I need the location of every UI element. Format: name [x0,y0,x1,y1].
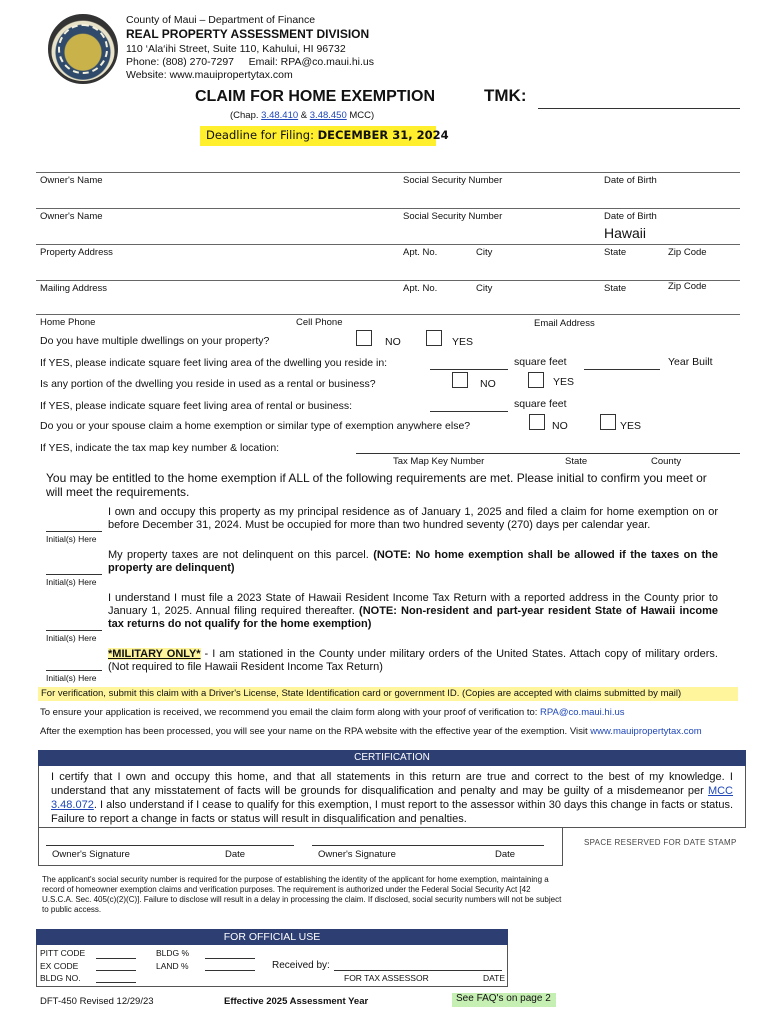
ex-code-field[interactable] [96,970,136,971]
tmk-county-label: County [651,456,682,467]
email-note [40,707,625,718]
deadline-label: Deadline for Filing: [206,128,318,142]
rental-yes-checkbox[interactable] [528,372,544,388]
website-link[interactable]: www.mauipropertytax.com [590,726,702,737]
header-dept: County of Maui – Department of Finance [126,14,316,26]
initials-field-4[interactable]: Initial(s) Here [46,670,102,683]
rental-no-checkbox[interactable] [452,372,468,388]
effective-year: Effective 2025 Assessment Year [224,996,369,1007]
form-number: DFT-450 Revised 12/29/23 [40,996,154,1007]
pitt-code-label: PITT CODE [40,948,86,958]
year-built-field[interactable] [584,369,660,370]
owner1-signature-field[interactable] [46,845,294,846]
ex-code-label: EX CODE [40,961,79,971]
property-address-label: Property Address [40,247,113,258]
requirement-2 [108,549,718,575]
certification-heading: CERTIFICATION [38,750,746,766]
zip2-label: Zip Code [668,281,707,292]
requirement-2-text: My property taxes are not delinquent on this parcel. [108,549,374,561]
email-label: Email Address [534,318,595,329]
chap-amp: & [298,110,310,121]
sig2-label: Owner's Signature [318,849,396,860]
chap-link-3-48-450[interactable]: 3.48.450 [309,110,347,121]
sqft-label: square feet [514,398,567,410]
date1-label: Date [225,849,246,860]
bldg-pct-field[interactable] [205,958,255,959]
certification-text [38,766,746,828]
requirement-4 [108,648,718,674]
header-website: Website: www.mauipropertytax.com [126,69,293,81]
military-only-label: *MILITARY ONLY* [108,648,201,660]
chapter-reference [230,110,374,121]
owner1-label: Owner's Name [40,175,103,186]
chap-suffix: MCC) [346,110,375,121]
mcc-3-48-072-link[interactable]: MCC 3.48.072 [51,785,733,811]
city1-label: City [476,247,493,258]
question-rental-sqft: If YES, please indicate square feet living area of rental or business: [40,400,353,412]
dwelling-sqft-field[interactable] [430,369,508,370]
land-pct-label: LAND % [156,961,189,971]
home-phone-label: Home Phone [40,317,96,328]
requirement-3 [108,592,718,631]
state2-label: State [604,283,627,294]
year-built-label: Year Built [668,356,713,368]
email-note-text: To ensure your application is received, we recommend you email the claim form along with your proof of verification to: [40,707,541,718]
zip1-label: Zip Code [668,247,707,258]
tmk-location-field[interactable] [356,453,740,454]
requirement-1: I own and occupy this property as my principal residence as of January 1, 2025 and filed a claim for home exemption on or before December 31, 2024. Must be occupied for more than two hundred seventy (270) days per calendar year. [108,506,718,531]
header-contact: Phone: (808) 270-7297 Email: RPA@co.maui.hi.us [126,56,375,68]
question-rental-business: Is any portion of the dwelling you reside in used as a rental or business? [40,378,376,390]
processed-note [40,726,702,737]
ssn2-label: Social Security Number [403,211,503,222]
other-exemption-no-checkbox[interactable] [529,414,545,430]
initials-field-1[interactable]: Initial(s) Here [46,531,102,544]
divider [36,244,740,245]
divider [36,314,740,315]
processed-note-text: After the exemption has been processed, you will see your name on the RPA website with the effective year of the exemption. Visit [40,726,591,737]
requirement-2-note: (NOTE: No home exemption shall be allowed if the taxes on the property are delinquent) [108,549,718,574]
question-dwelling-sqft: If YES, please indicate square feet living area of the dwelling you reside in: [40,357,388,369]
county-seal-ring [58,24,108,74]
requirements-intro: You may be entitled to the home exemption if ALL of the following requirements are met. Please initial to confirm you meet or will meet the requirements. [46,471,707,499]
initials-field-3[interactable]: Initial(s) Here [46,630,102,643]
dwellings-yes-checkbox[interactable] [426,330,442,346]
pitt-code-field[interactable] [96,958,136,959]
faq-note: See FAQ's on page 2 [452,993,556,1007]
tmk-state-label: State [565,456,588,467]
ssn1-label: Social Security Number [403,175,503,186]
question-tmk-location: If YES, indicate the tax map key number & location: [40,442,280,454]
form-title: CLAIM FOR HOME EXEMPTION [195,88,435,105]
yes-label: YES [452,336,474,348]
owner2-signature-field[interactable] [312,845,544,846]
land-pct-field[interactable] [205,970,255,971]
deadline-banner [200,126,449,146]
header-address: 110 ‘Ala‘ihi Street, Suite 110, Kahului, HI 96732 [126,43,346,55]
certification-text-2: . I also understand if I cease to qualify for this exemption, I must report to the assessor within 30 days this change in facts or status. Failure to report a change in facts or status will result in disqualification and penalties. [51,799,733,825]
date-stamp-area: SPACE RESERVED FOR DATE STAMP [584,838,737,847]
received-by-field[interactable] [334,970,502,971]
apt1-label: Apt. No. [403,247,438,258]
verification-note: For verification, submit this claim with a Driver's License, State Identification card or government ID. (Copies are accepted with claims submitted by mail) [38,687,738,701]
divider [36,208,740,209]
official-date-label: DATE [483,973,506,983]
official-use-heading: FOR OFFICIAL USE [36,929,508,945]
deadline-date: DECEMBER 31, 2024 [317,128,449,142]
yes-label: YES [620,420,642,432]
yes-label: YES [553,376,575,388]
apt2-label: Apt. No. [403,283,438,294]
sqft-label: square feet [514,356,567,368]
no-label: NO [552,420,568,432]
state-value[interactable]: Hawaii [604,225,647,241]
owner2-label: Owner's Name [40,211,103,222]
initials-field-2[interactable]: Initial(s) Here [46,574,102,587]
sig1-label: Owner's Signature [52,849,130,860]
dob2-label: Date of Birth [604,211,657,222]
bldg-no-label: BLDG NO. [40,973,81,983]
requirement-3-note: (NOTE: Non-resident and part-year resident State of Hawaii income tax returns do not qualify for the home exemption) [108,605,718,630]
no-label: NO [385,336,401,348]
rpa-email-link[interactable]: RPA@co.maui.hi.us [540,707,625,718]
privacy-statement: The applicant's social security number is required for the purpose of establishing the identity of the applicant for home exemption, maintaining a record of homeowner exemption claims and verification purposes. The requirement is authorized under the Federal Social Security Act [42 U.S.C.A. Sec. 405(c)(2)(C)]. Failure to disclose will result in a delay in processing the claim. If disclosed, social security numbers will not be subject to public access. [42,875,562,914]
chap-prefix: (Chap. [230,110,262,121]
tmk-input-line[interactable] [538,108,740,109]
signature-box [38,828,563,866]
tmk-label: TMK: [484,86,527,105]
divider [36,280,740,281]
divider [36,172,740,173]
header-division: REAL PROPERTY ASSESSMENT DIVISION [126,27,370,41]
bldg-no-field[interactable] [96,982,136,983]
state1-label: State [604,247,627,258]
requirement-3-text: I understand I must file a 2023 State of Hawaii Resident Income Tax Return with a reported address in the County prior to January 1, 2025. Annual filing required thereafter. [108,592,718,617]
tmk-number-label: Tax Map Key Number [393,456,485,467]
other-exemption-yes-checkbox[interactable] [600,414,616,430]
rental-sqft-field[interactable] [430,411,508,412]
no-label: NO [480,378,496,390]
cell-phone-label: Cell Phone [296,317,343,328]
date2-label: Date [495,849,516,860]
chap-link-3-48-410[interactable]: 3.48.410 [261,110,299,121]
mailing-address-label: Mailing Address [40,283,108,294]
received-by-label: Received by: [272,960,330,971]
for-tax-assessor-label: FOR TAX ASSESSOR [344,973,429,983]
certification-text-1: I certify that I own and occupy this home, and that all statements in this return are true and correct to the best of my knowledge. I understand that any misstatement of facts will be grounds for disqualification and penalty and may be guilty of a misdemeanor per [51,771,733,797]
city2-label: City [476,283,493,294]
bldg-pct-label: BLDG % [156,948,190,958]
dob1-label: Date of Birth [604,175,657,186]
question-other-exemption: Do you or your spouse claim a home exemption or similar type of exemption anywhere else? [40,420,471,432]
question-multiple-dwellings: Do you have multiple dwellings on your property? [40,335,270,347]
dwellings-no-checkbox[interactable] [356,330,372,346]
requirement-4-text: - I am stationed in the County under military orders of the United States. Attach copy of military orders. (Not required to file Hawaii Resident Income Tax Return) [108,648,718,673]
